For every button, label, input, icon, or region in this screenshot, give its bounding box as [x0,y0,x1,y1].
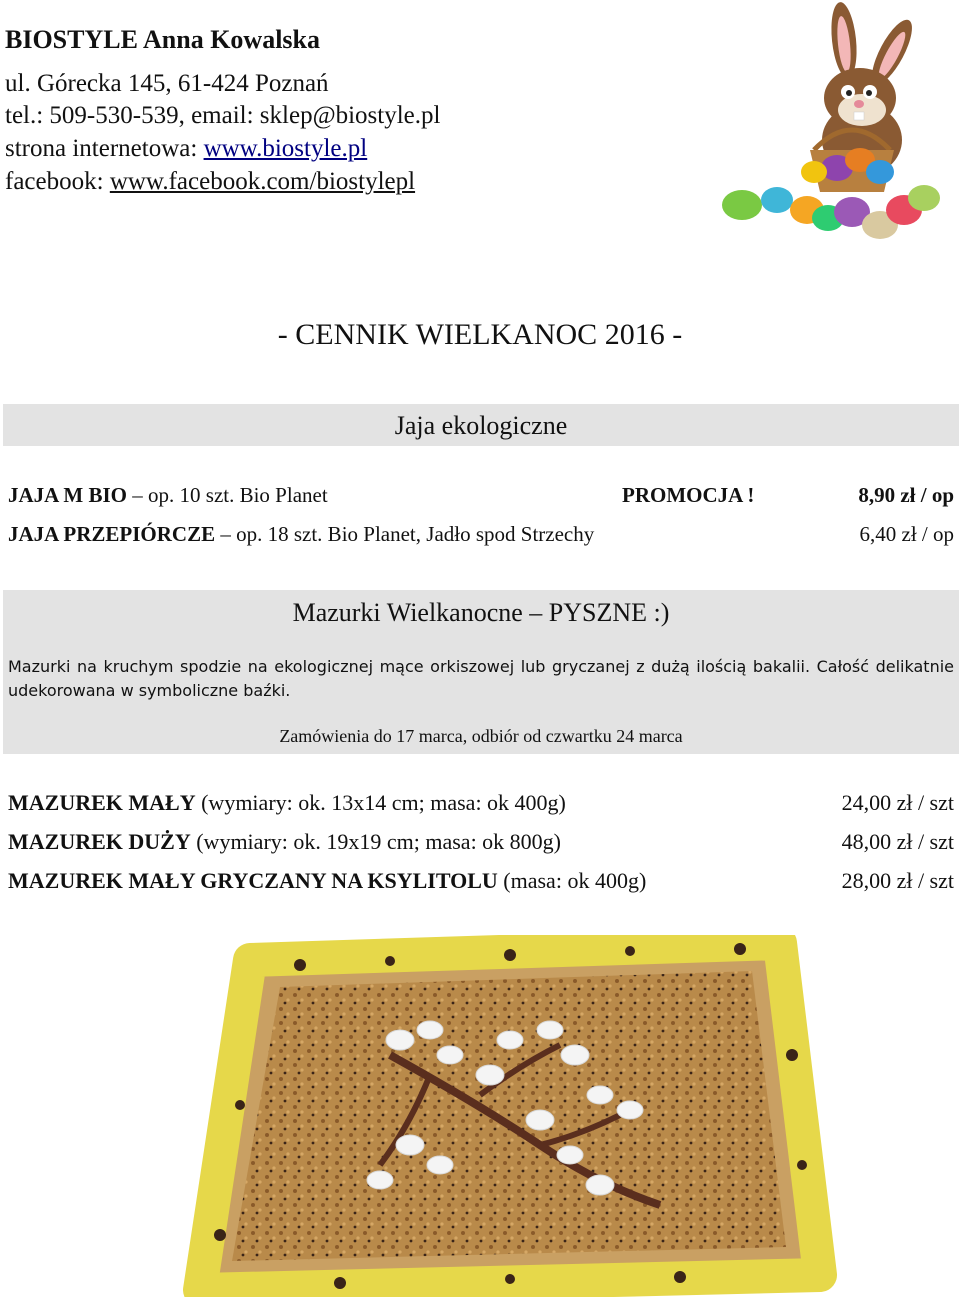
item-desc: – op. 18 szt. Bio Planet, Jadło spod Strzechy [215,522,595,546]
website-link[interactable]: www.biostyle.pl [203,135,368,162]
mazurki-heading: Mazurki Wielkanocne – PYSZNE :) [292,598,670,627]
price-row [8,828,954,856]
company-address: ul. Górecka 145, 61-424 Poznań [5,70,329,97]
facebook-link[interactable]: www.facebook.com/biostylepl [109,168,416,195]
mazurek-cake-photo [180,935,840,1297]
item-name: MAZUREK MAŁY GRYCZANY NA KSYLITOLU [8,868,498,893]
price-list-title: - CENNIK WIELKANOC 2016 - [277,318,683,351]
facebook-line [5,166,415,198]
company-name: BIOSTYLE Anna Kowalska [5,25,321,54]
eggs-section-band [3,404,959,446]
item-desc: (wymiary: ok. 13x14 cm; masa: ok 400g) [195,790,566,815]
item-name: JAJA PRZEPIÓRCZE [8,522,216,546]
item-price: 24,00 zł / szt [841,790,954,815]
mazurki-section-band [3,590,959,754]
item-price: 28,00 zł / szt [841,868,954,893]
item-name: MAZUREK DUŻY [8,829,191,854]
item-name: MAZUREK MAŁY [8,790,196,815]
price-row [8,520,954,548]
company-contact: tel.: 509-530-539, email: sklep@biostyle.pl [5,102,441,129]
price-row [8,789,954,817]
item-desc: (wymiary: ok. 19x19 cm; masa: ok 800g) [190,829,562,854]
item-price: 48,00 zł / szt [841,829,954,854]
item-price: 6,40 zł / op [859,522,954,546]
item-price: 8,90 zł / op [858,483,954,507]
order-deadline-note: Zamówienia do 17 marca, odbiór od czwartku 24 marca [279,726,683,746]
price-row [8,481,954,509]
website-line [5,133,367,165]
eggs-heading: Jaja ekologiczne [394,411,568,440]
item-desc: (masa: ok 400g) [497,868,647,893]
price-row [8,867,954,895]
promo-badge: PROMOCJA ! [622,483,755,507]
facebook-label: facebook: [5,168,110,195]
easter-bunny-illustration [712,0,960,252]
mazurki-description: Mazurki na kruchym spodzie na ekologicznej mące orkiszowej lub gryczanej z dużą ilością bakalii. Całość delikatnie udekorowana w symboliczne baźki. [8,657,954,700]
item-name: JAJA M BIO [8,483,128,507]
item-desc: – op. 10 szt. Bio Planet [127,483,328,507]
website-label: strona internetowa: [5,135,204,162]
